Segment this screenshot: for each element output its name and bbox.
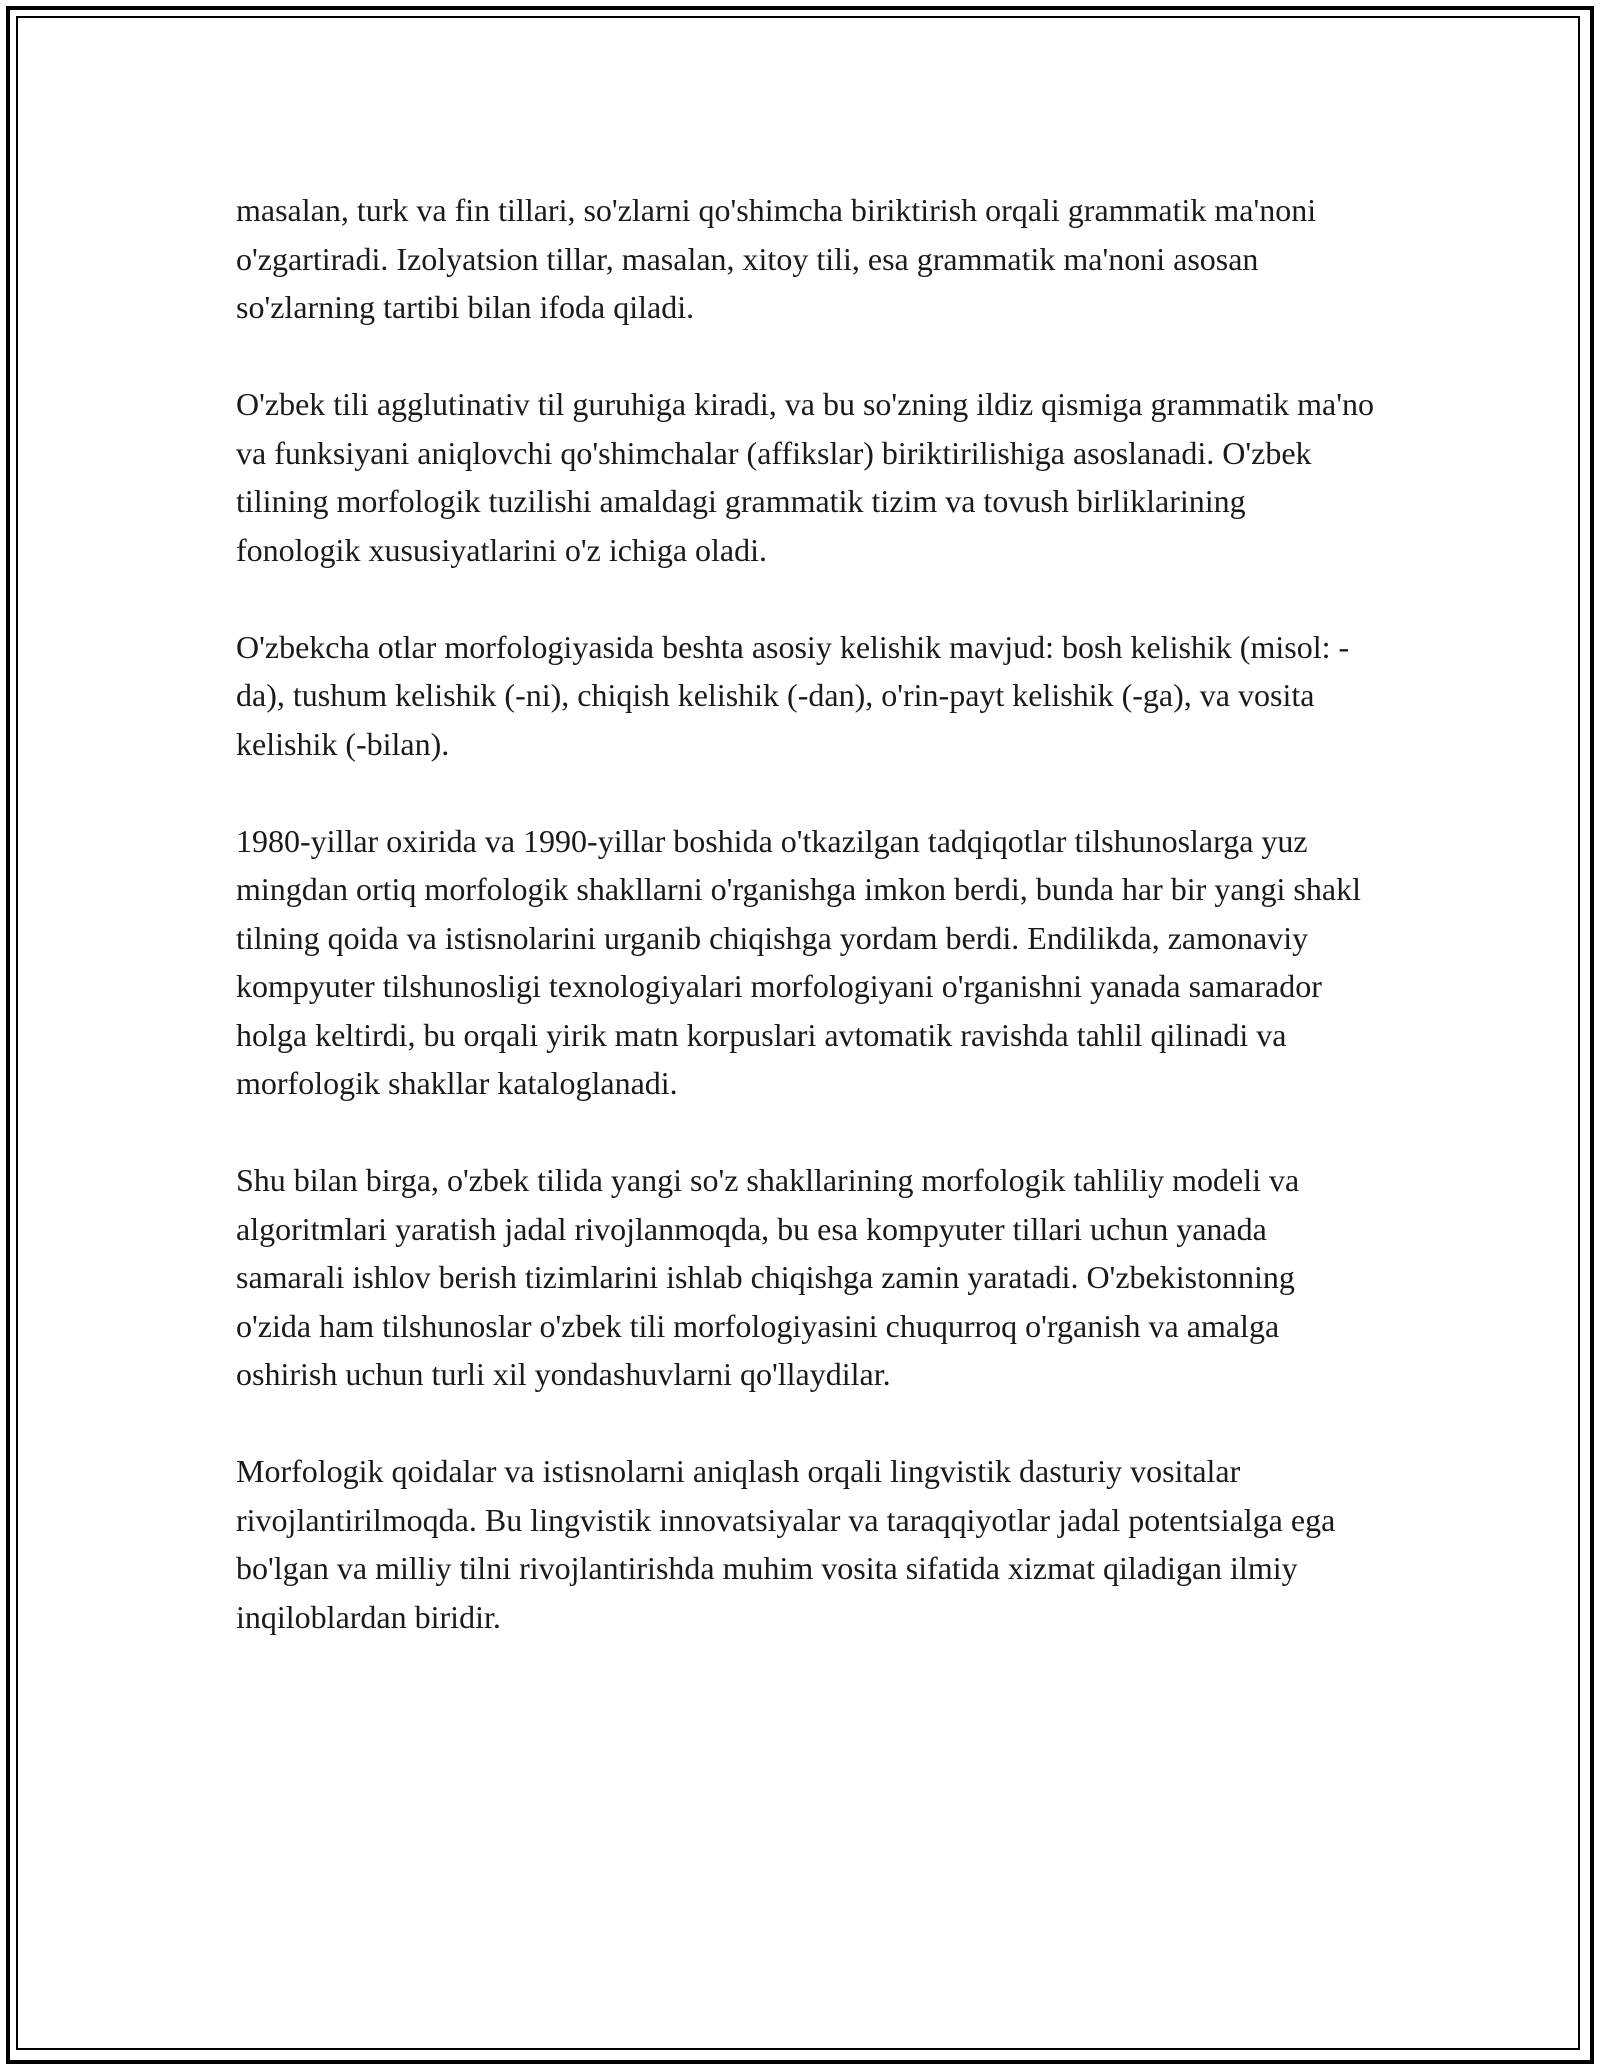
- paragraph: O'zbek tili agglutinativ til guruhiga kiradi, va bu so'zning ildiz qismiga grammatik ma'no va funksiyani aniqlovchi qo'shimchalar (affikslar) biriktirilishiga asoslanadi. O'zbek tilining morfologik tuzilishi amaldagi grammatik tizim va tovush birliklarining fonologik xususiyatlarini o'z ichiga oladi.: [236, 386, 1374, 568]
- paragraph: masalan, turk va fin tillari, so'zlarni qo'shimcha biriktirish orqali grammatik ma'noni o'zgartiradi. Izolyatsion tillar, masalan, xitoy tili, esa grammatik ma'noni asosan so'zlarning tartibi bilan ifoda qiladi.: [236, 192, 1317, 325]
- paragraph: O'zbekcha otlar morfologiyasida beshta asosiy kelishik mavjud: bosh kelishik (misol: -da), tushum kelishik (-ni), chiqish kelishik (-dan), o'rin-payt kelishik (-ga), va vosita kelishik (-bilan).: [236, 628, 1350, 762]
- paragraph: Morfologik qoidalar va istisnolarni aniqlash orqali lingvistik dasturiy vositalar rivojlantirilmoqda. Bu lingvistik innovatsiyalar va taraqqiyotlar jadal potentsialga ega bo'lgan va milliy tilni rivojlantirishda muhim vosita sifatida xizmat qiladigan ilmiy inqiloblardan biridir.: [236, 1453, 1336, 1635]
- paragraph: Shu bilan birga, o'zbek tilida yangi so'z shakllarining morfologik tahliliy modeli va algoritmlari yaratish jadal rivojlanmoqda, bu esa kompyuter tillari uchun yanada samarali ishlov berish tizimlarini ishlab chiqishga zamin yaratadi. O'zbekistonning o'zida ham tilshunoslar o'zbek tili morfologiyasini chuqurroq o'rganish va amalga oshirish uchun turli xil yondashuvlarni qo'llaydilar.: [236, 1162, 1300, 1392]
- document-body: [236, 186, 1376, 1690]
- paragraph: 1980-yillar oxirida va 1990-yillar boshida o'tkazilgan tadqiqotlar tilshunoslarga yuz mingdan ortiq morfologik shakllarni o'rganishga imkon berdi, bunda har bir yangi shakl tilning qoida va istisnolarini urganib chiqishga yordam berdi. Endilikda, zamonaviy kompyuter tilshunosligi texnologiyalari morfologiyani o'rganishni yanada samarador holga keltirdi, bu orqali yirik matn korpuslari avtomatik ravishda tahlil qilinadi va morfologik shakllar kataloglanadi.: [236, 822, 1361, 1101]
